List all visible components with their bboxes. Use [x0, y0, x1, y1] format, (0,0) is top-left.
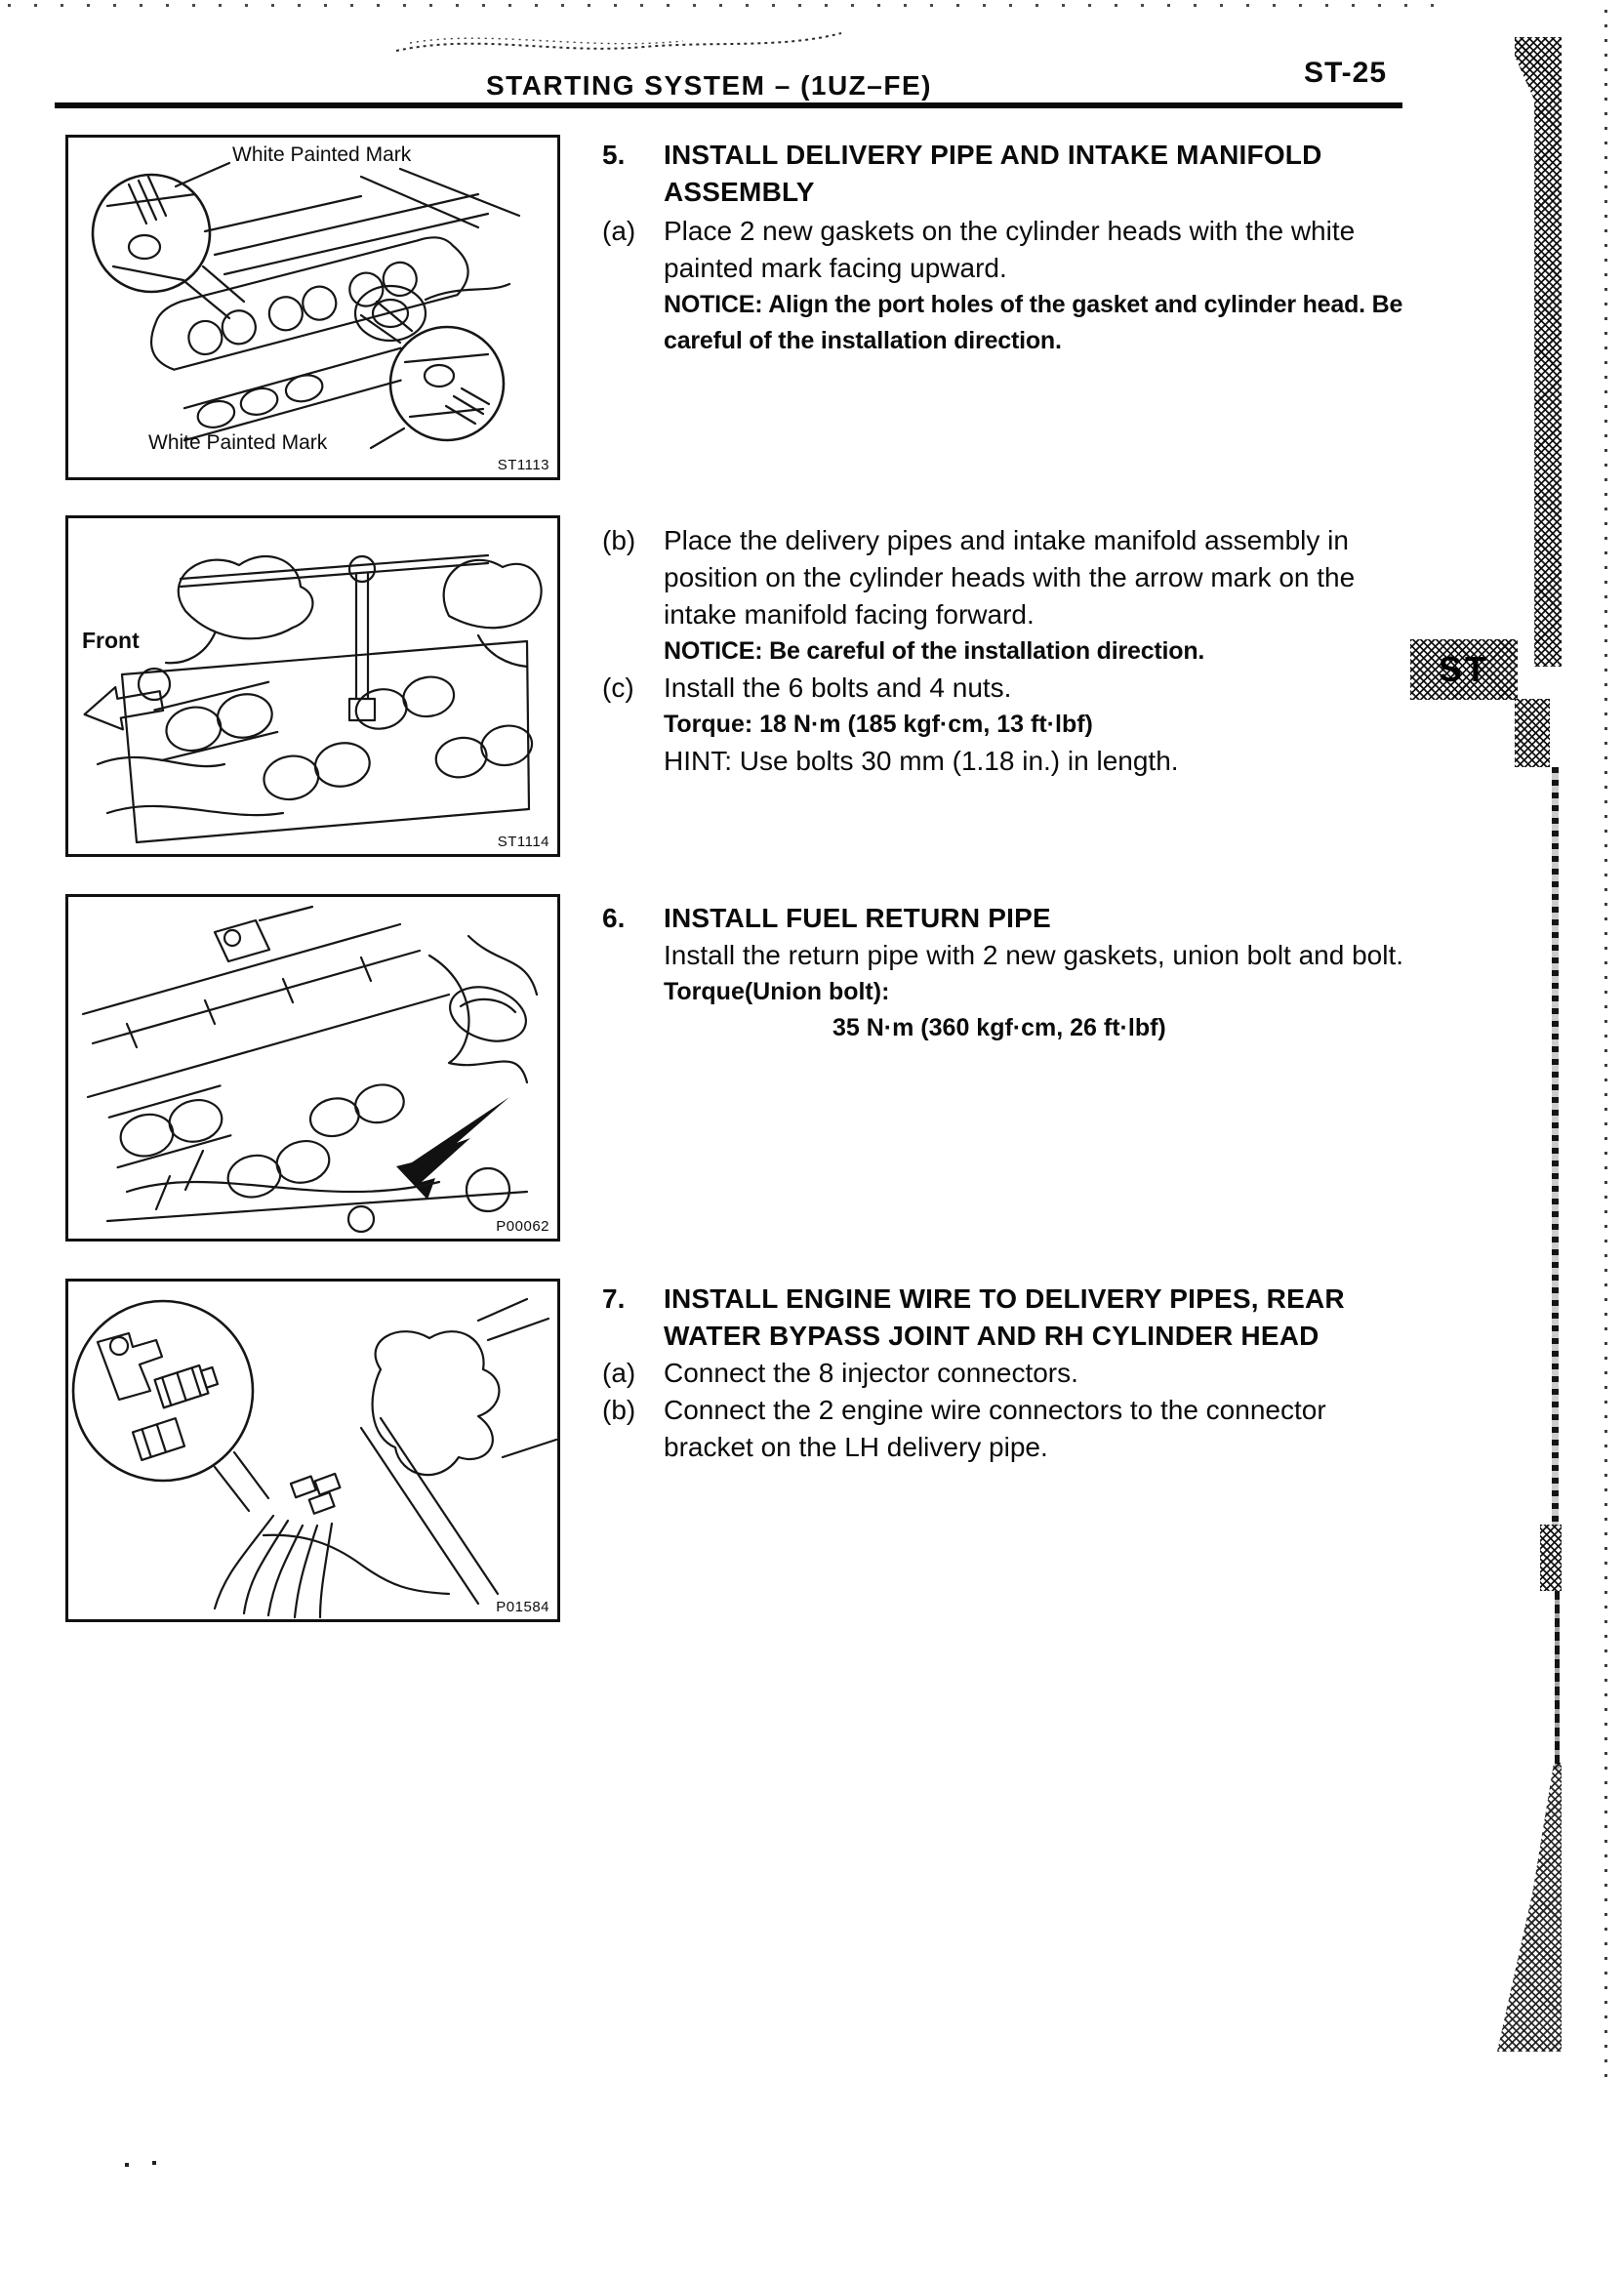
binding-shadow-block [1515, 699, 1550, 767]
engine-return-pipe-illustration [68, 897, 557, 1239]
step-7a-label: (a) [602, 1358, 636, 1388]
step-5c-label: (c) [602, 672, 634, 703]
page-number: ST-25 [1304, 57, 1388, 89]
step-5b-label: (b) [602, 525, 636, 555]
engine-wire-illustration [68, 1282, 557, 1619]
step-7a-text: Connect the 8 injector connectors. [664, 1358, 1078, 1388]
engine-gasket-illustration [68, 138, 557, 477]
figure-engine-wire-connectors [65, 1279, 560, 1622]
scan-squiggle-artifact [390, 25, 849, 61]
figure-code: P00062 [496, 1218, 549, 1235]
figure-code: ST1113 [497, 457, 549, 473]
scan-speck [125, 2163, 129, 2167]
step-7b-label: (b) [602, 1395, 636, 1425]
section-tab [1410, 639, 1518, 700]
binding-shadow-line [1555, 1591, 1560, 1769]
step-7-number: 7. [602, 1283, 626, 1314]
figure-label-white-painted-mark-top: White Painted Mark [232, 143, 412, 166]
step-5b-notice: NOTICE: Be careful of the installation direction. [664, 637, 1205, 665]
scan-dotted-top-edge [8, 4, 1452, 7]
section-tab-label: ST [1438, 649, 1489, 689]
figure-label-front: Front [82, 628, 140, 653]
binding-shadow-line [1552, 767, 1559, 1527]
step-6-number: 6. [602, 903, 626, 933]
step-5b-text: Place the delivery pipes and intake manifold assembly in position on the cylinder heads with the arrow mark on the intake manifold facing forward. [664, 525, 1356, 630]
step-5-title: INSTALL DELIVERY PIPE AND INTAKE MANIFOLD ASSEMBLY [664, 140, 1322, 207]
figure-gasket-white-mark [65, 135, 560, 480]
step-5c-hint: HINT: Use bolts 30 mm (1.18 in.) in length. [664, 746, 1179, 776]
step-5 [602, 137, 1417, 359]
step-6-torque-label: Torque(Union bolt): [664, 978, 890, 1005]
step-5-number: 5. [602, 140, 626, 170]
scan-dotted-right-edge [1604, 10, 1607, 2089]
figure-fuel-return-pipe [65, 894, 560, 1242]
binding-shadow-taper [1497, 1763, 1562, 2052]
step-5a-text: Place 2 new gaskets on the cylinder heads with the white painted mark facing upward. [664, 216, 1356, 283]
step-6 [602, 900, 1417, 1046]
step-5a-notice: NOTICE: Align the port holes of the gasket and cylinder head. Be careful of the installation direction. [664, 291, 1403, 354]
step-5a-label: (a) [602, 216, 636, 246]
scan-speck [152, 2161, 156, 2165]
engine-wrench-illustration [68, 518, 557, 854]
figure-label-white-painted-mark-bottom: White Painted Mark [148, 431, 328, 454]
step-5c-text: Install the 6 bolts and 4 nuts. [664, 672, 1012, 703]
step-6-torque-value: 35 N·m (360 kgf·cm, 26 ft·lbf) [832, 1014, 1166, 1041]
figure-code: P01584 [496, 1599, 549, 1615]
step-7-title: INSTALL ENGINE WIRE TO DELIVERY PIPES, REAR WATER BYPASS JOINT AND RH CYLINDER HEAD [664, 1283, 1345, 1351]
header-rule [55, 102, 1402, 108]
step-6-title: INSTALL FUEL RETURN PIPE [664, 903, 1051, 933]
step-5-continued [602, 522, 1417, 780]
step-7 [602, 1281, 1417, 1466]
figure-install-manifold-wrench [65, 515, 560, 857]
figure-code: ST1114 [497, 834, 549, 850]
page-title: STARTING SYSTEM – (1UZ–FE) [486, 70, 932, 101]
binding-shadow-block [1540, 1525, 1562, 1591]
step-7b-text: Connect the 2 engine wire connectors to the connector bracket on the LH delivery pipe. [664, 1395, 1326, 1462]
step-6-body: Install the return pipe with 2 new gaskets, union bolt and bolt. [664, 940, 1404, 970]
step-5c-torque: Torque: 18 N·m (185 kgf·cm, 13 ft·lbf) [664, 711, 1093, 738]
binding-shadow-band [1515, 37, 1562, 667]
